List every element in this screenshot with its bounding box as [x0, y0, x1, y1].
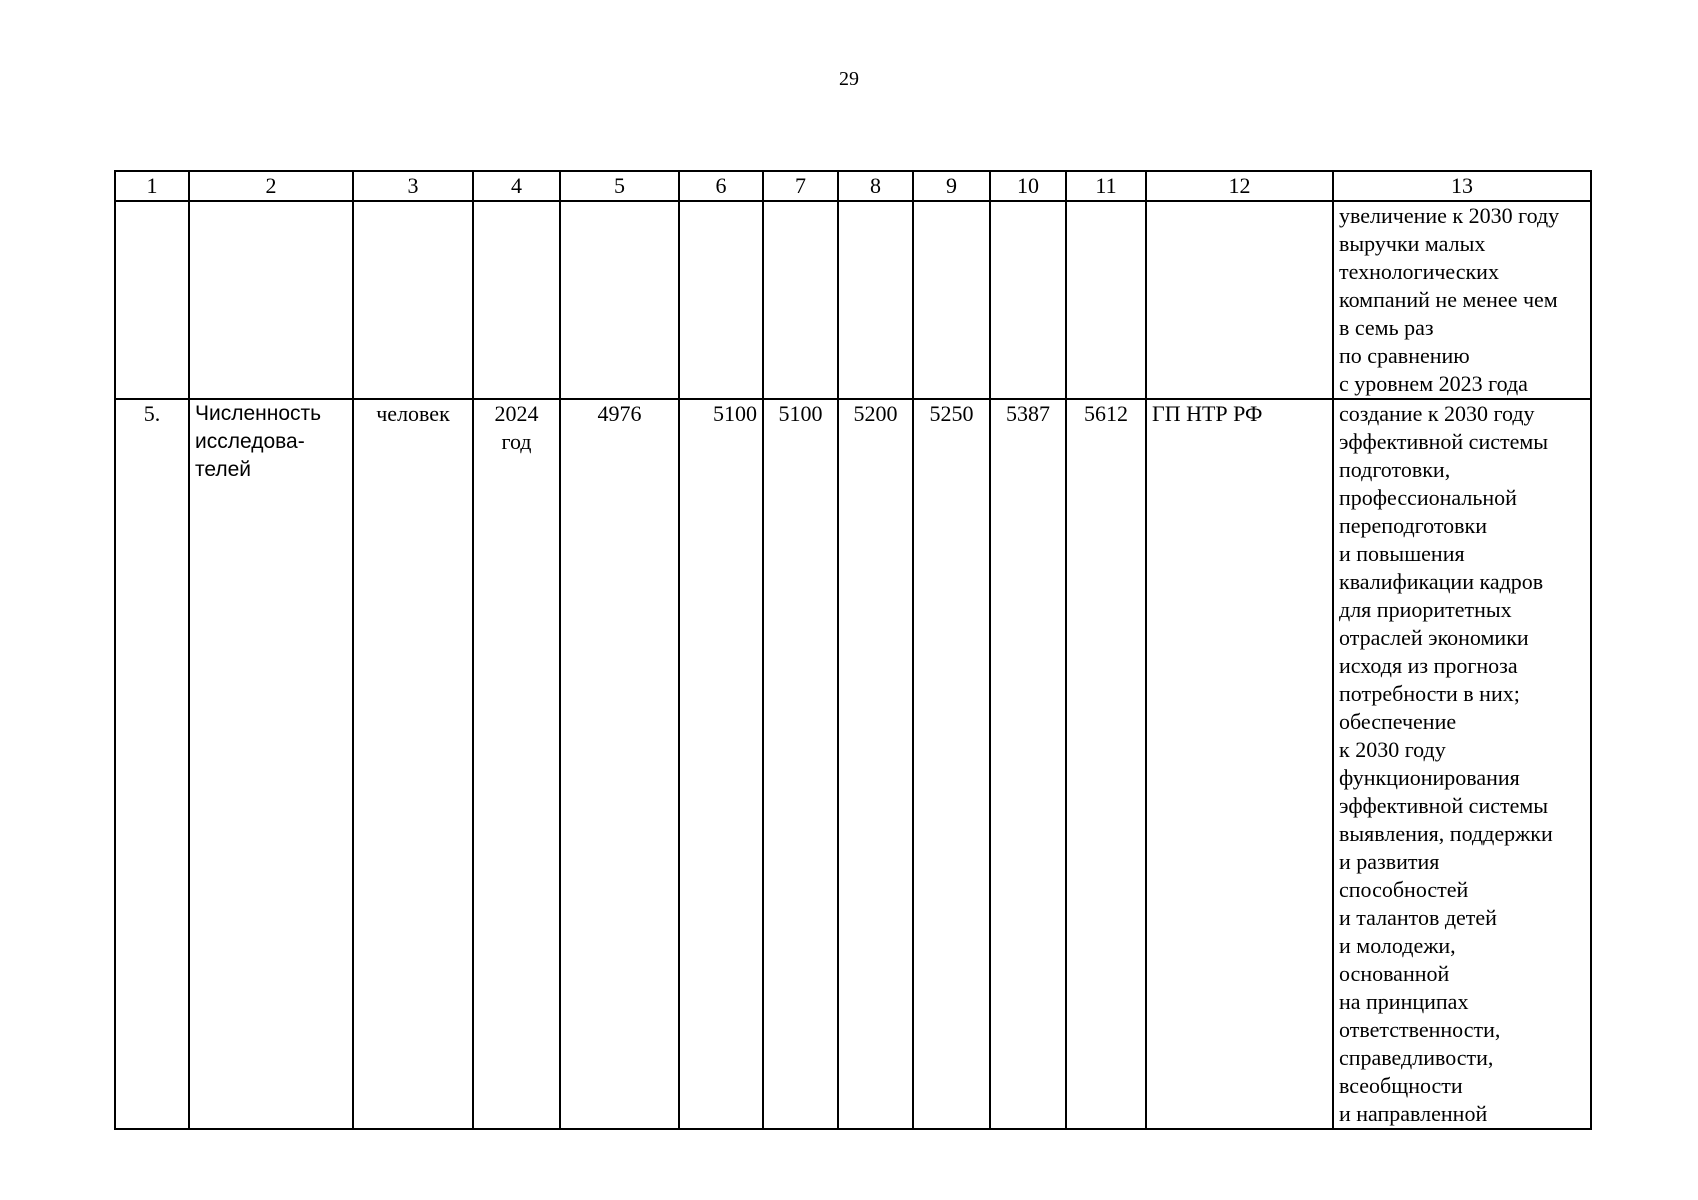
column-header: 11: [1066, 171, 1146, 201]
value-cell-6: 5100: [679, 399, 763, 1129]
indicators-table: [114, 170, 1592, 1130]
column-header: 3: [353, 171, 473, 201]
empty-cell: [560, 201, 679, 399]
empty-cell: [353, 201, 473, 399]
column-header: 7: [763, 171, 838, 201]
base-value-cell: 4976: [560, 399, 679, 1129]
empty-cell: [763, 201, 838, 399]
table-header: [115, 171, 1591, 201]
empty-cell: [913, 201, 990, 399]
column-header: 12: [1146, 171, 1333, 201]
column-header: 9: [913, 171, 990, 201]
program-cell: ГП НТР РФ: [1146, 399, 1333, 1129]
value-cell-7: 5100: [763, 399, 838, 1129]
base-year-cell: 2024 год: [473, 399, 560, 1129]
value-cell-8: 5200: [838, 399, 913, 1129]
column-header: 8: [838, 171, 913, 201]
value-cell-11: 5612: [1066, 399, 1146, 1129]
indicator-name-cell: Численность исследова- телей: [189, 399, 353, 1129]
empty-cell: [1146, 201, 1333, 399]
empty-cell: [838, 201, 913, 399]
empty-cell: [473, 201, 560, 399]
column-header: 10: [990, 171, 1066, 201]
column-header: 1: [115, 171, 189, 201]
column-number-row: [115, 171, 1591, 201]
empty-cell: [990, 201, 1066, 399]
empty-cell: [679, 201, 763, 399]
value-cell-9: 5250: [913, 399, 990, 1129]
goal-cell: увеличение к 2030 году выручки малых технологических компаний не менее чем в семь раз по сравнению с уровнем 2023 года: [1333, 201, 1591, 399]
row-number-cell: 5.: [115, 399, 189, 1129]
page-number: 29: [839, 68, 859, 90]
empty-cell: [1066, 201, 1146, 399]
value-cell-10: 5387: [990, 399, 1066, 1129]
column-header: 5: [560, 171, 679, 201]
table-row: [115, 399, 1591, 1129]
column-header: 2: [189, 171, 353, 201]
empty-cell: [189, 201, 353, 399]
column-header: 13: [1333, 171, 1591, 201]
unit-cell: человек: [353, 399, 473, 1129]
column-header: 6: [679, 171, 763, 201]
goal-cell: создание к 2030 году эффективной системы подготовки, профессиональной переподготовки и повышения квалификации кадров для приоритетных отраслей экономики исходя из прогноза потребности в них; обеспечение к 2030 году функционирования эффективной системы выявления, поддержки и развития способностей и талантов детей и молодежи, основанной на принципах ответственности, справедливости, всеобщности и направленной: [1333, 399, 1591, 1129]
table-row-continuation: [115, 201, 1591, 399]
column-header: 4: [473, 171, 560, 201]
empty-cell: [115, 201, 189, 399]
